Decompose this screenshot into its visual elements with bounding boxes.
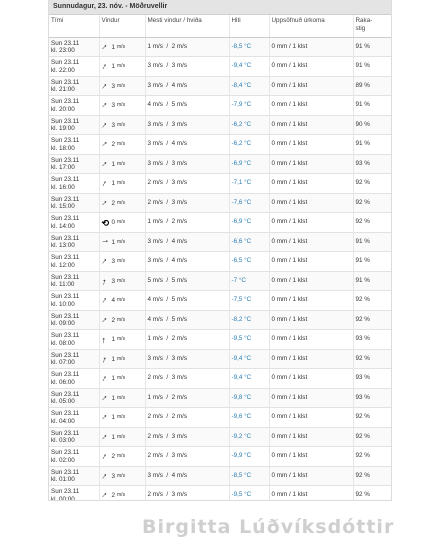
arrow-icon: ↑ <box>99 489 110 500</box>
arrow-icon: ↑ <box>99 470 110 481</box>
wind-cell: ↑ 1 m/s <box>99 408 145 428</box>
time-cell: Sun 23.11 kl. 19:00 <box>49 115 99 135</box>
temp-cell: -6,6 °C <box>229 232 269 252</box>
precip-cell: 0 mm / 1 klst <box>269 486 353 502</box>
arrow-icon: ↑ <box>100 353 108 365</box>
table-row <box>49 291 391 311</box>
time-cell: Sun 23.11 kl. 13:00 <box>49 232 99 252</box>
precip-cell: 0 mm / 1 klst <box>269 427 353 447</box>
temp-cell: -9,5 °C <box>229 330 269 350</box>
table-row <box>49 388 391 408</box>
temp-cell: -6,2 °C <box>229 135 269 155</box>
table-row <box>49 271 391 291</box>
arrow-icon: ↑ <box>100 275 107 287</box>
time-cell: Sun 23.11 kl. 14:00 <box>49 213 99 233</box>
precip-cell: 0 mm / 1 klst <box>269 213 353 233</box>
wind-cell: ↑ 1 m/s <box>99 232 145 252</box>
precip-cell: 0 mm / 1 klst <box>269 310 353 330</box>
arrow-icon: ↑ <box>99 80 110 91</box>
precip-cell: 0 mm / 1 klst <box>269 271 353 291</box>
precip-cell: 0 mm / 1 klst <box>269 349 353 369</box>
humidity-cell: 89 % <box>355 81 370 89</box>
table-row <box>49 193 391 213</box>
temp-cell: -8,4 °C <box>229 76 269 96</box>
wind-cell: ⟲ 0 m/s <box>99 213 145 233</box>
gust-cell: 4 m/s / 5 m/s <box>145 96 229 116</box>
arrow-icon: ↑ <box>99 158 110 169</box>
table-row <box>49 154 391 174</box>
precip-cell: 0 mm / 1 klst <box>269 408 353 428</box>
arrow-icon: ↑ <box>99 392 110 403</box>
precip-cell: 0 mm / 1 klst <box>269 447 353 467</box>
wind-cell: ↑ 2 m/s <box>99 447 145 467</box>
gust-cell: 1 m/s / 2 m/s <box>145 330 229 350</box>
gust-cell: 2 m/s / 3 m/s <box>145 486 229 502</box>
temp-cell: -8,5 °C <box>229 37 269 57</box>
temp-cell: -9,5 °C <box>229 486 269 502</box>
humidity-cell: 92 % <box>355 315 370 323</box>
wind-cell: ↑ 1 m/s <box>99 37 145 57</box>
humidity-cell: 92 % <box>355 296 370 303</box>
temp-cell: -7,9 °C <box>229 96 269 116</box>
humidity-cell: 91 % <box>355 62 370 69</box>
col-header-gust: Mesti vindur / hviða <box>145 15 229 37</box>
table-row <box>49 135 391 155</box>
precip-cell: 0 mm / 1 klst <box>269 76 353 96</box>
humidity-cell: 92 % <box>355 432 370 440</box>
humidity-cell: 91 % <box>355 101 370 108</box>
gust-cell: 2 m/s / 3 m/s <box>145 193 229 213</box>
time-cell: Sun 23.11 kl. 02:00 <box>49 447 99 467</box>
arrow-icon: ↑ <box>99 60 109 72</box>
time-cell: Sun 23.11 kl. 00:00 <box>49 486 99 502</box>
arrow-icon: ↑ <box>99 314 110 325</box>
time-cell: Sun 23.11 kl. 06:00 <box>49 369 99 389</box>
precip-cell: 0 mm / 1 klst <box>269 115 353 135</box>
temp-cell: -8,5 °C <box>229 466 269 486</box>
table-row <box>49 115 391 135</box>
humidity-cell: 92 % <box>355 179 370 186</box>
wind-cell: ↑ 3 m/s <box>99 271 145 291</box>
wind-cell: ↑ 2 m/s <box>99 486 145 502</box>
humidity-cell: 92 % <box>355 491 370 498</box>
precip-cell: 0 mm / 1 klst <box>269 252 353 272</box>
time-cell: Sun 23.11 kl. 10:00 <box>49 291 99 311</box>
arrow-icon: ↑ <box>99 450 109 462</box>
wind-cell: ↑ 1 m/s <box>99 174 145 194</box>
gust-cell: 5 m/s / 5 m/s <box>145 271 229 291</box>
gust-cell: 3 m/s / 3 m/s <box>145 115 229 135</box>
wind-cell: ↑ 3 m/s <box>99 76 145 96</box>
humidity-cell: 92 % <box>355 354 370 362</box>
wind-cell: ↑ 2 m/s <box>99 310 145 330</box>
gust-cell: 2 m/s / 3 m/s <box>145 447 229 467</box>
humidity-cell: 93 % <box>355 393 370 401</box>
arrow-icon: ↑ <box>99 177 109 189</box>
time-cell: Sun 23.11 kl. 03:00 <box>49 427 99 447</box>
table-row <box>49 349 391 369</box>
temp-cell: -9,4 °C <box>229 349 269 369</box>
humidity-cell: 91 % <box>355 257 370 264</box>
table-header-row <box>49 15 391 37</box>
table-row <box>49 369 391 389</box>
temp-cell: -9,4 °C <box>229 369 269 389</box>
arrow-icon: ↑ <box>99 41 110 52</box>
time-cell: Sun 23.11 kl. 09:00 <box>49 310 99 330</box>
time-cell: Sun 23.11 kl. 05:00 <box>49 388 99 408</box>
col-header-time: Tími <box>49 15 99 37</box>
gust-cell: 4 m/s / 5 m/s <box>145 310 229 330</box>
table-row <box>49 37 391 57</box>
time-cell: Sun 23.11 kl. 01:00 <box>49 466 99 486</box>
col-header-humidity: Raka- stig <box>353 15 391 37</box>
arrow-icon: ↑ <box>99 255 110 267</box>
wind-cell: ↑ 3 m/s <box>99 252 145 272</box>
temp-cell: -6,9 °C <box>229 213 269 233</box>
gust-cell: 3 m/s / 4 m/s <box>145 76 229 96</box>
temp-cell: -7,6 °C <box>229 193 269 213</box>
gust-cell: 3 m/s / 4 m/s <box>145 252 229 272</box>
temp-cell: -6,9 °C <box>229 154 269 174</box>
gust-cell: 3 m/s / 3 m/s <box>145 154 229 174</box>
wind-cell: ↑ 1 m/s <box>99 330 145 350</box>
temp-cell: -9,9 °C <box>229 447 269 467</box>
arrow-icon: ↑ <box>99 431 110 442</box>
table-row <box>49 232 391 252</box>
gust-cell: 3 m/s / 4 m/s <box>145 232 229 252</box>
temp-cell: -6,5 °C <box>229 252 269 272</box>
table-row <box>49 252 391 272</box>
arrow-icon: ↑ <box>101 335 106 345</box>
temp-cell: -7 °C <box>229 271 269 291</box>
time-cell: Sun 23.11 kl. 15:00 <box>49 193 99 213</box>
col-header-wind: Vindur <box>99 15 145 37</box>
humidity-cell: 92 % <box>355 218 370 225</box>
gust-cell: 4 m/s / 5 m/s <box>145 291 229 311</box>
arrow-icon: ↑ <box>99 294 109 306</box>
wind-cell: ↑ 3 m/s <box>99 466 145 486</box>
precip-cell: 0 mm / 1 klst <box>269 96 353 116</box>
precip-cell: 0 mm / 1 klst <box>269 388 353 408</box>
calm-icon: ⟲ <box>101 218 110 228</box>
table-row <box>49 466 391 486</box>
temp-cell: -9,8 °C <box>229 388 269 408</box>
wind-cell: ↑ 2 m/s <box>99 193 145 213</box>
time-cell: Sun 23.11 kl. 08:00 <box>49 330 99 350</box>
precip-cell: 0 mm / 1 klst <box>269 154 353 174</box>
humidity-cell: 92 % <box>355 413 370 420</box>
gust-cell: 1 m/s / 2 m/s <box>145 37 229 57</box>
gust-cell: 3 m/s / 3 m/s <box>145 349 229 369</box>
humidity-cell: 92 % <box>355 452 370 459</box>
wind-cell: ↑ 2 m/s <box>99 135 145 155</box>
time-cell: Sun 23.11 kl. 04:00 <box>49 408 99 428</box>
table-row <box>49 174 391 194</box>
wind-cell: ↑ 1 m/s <box>99 57 145 77</box>
arrow-icon: ↑ <box>99 411 110 422</box>
precip-cell: 0 mm / 1 klst <box>269 232 353 252</box>
page-title: Sunnudagur, 23. nóv. - Möðruvellir <box>49 0 391 15</box>
table-row <box>49 486 391 502</box>
gust-cell: 1 m/s / 2 m/s <box>145 388 229 408</box>
humidity-cell: 92 % <box>355 471 370 479</box>
time-cell: Sun 23.11 kl. 22:00 <box>49 57 99 77</box>
time-cell: Sun 23.11 kl. 20:00 <box>49 96 99 116</box>
wind-cell: ↑ 4 m/s <box>99 291 145 311</box>
col-header-precip: Uppsöfnuð úrkoma <box>269 15 353 37</box>
humidity-cell: 90 % <box>355 120 370 128</box>
gust-cell: 3 m/s / 4 m/s <box>145 466 229 486</box>
gust-cell: 3 m/s / 4 m/s <box>145 135 229 155</box>
time-cell: Sun 23.11 kl. 11:00 <box>49 271 99 291</box>
table-row <box>49 57 391 77</box>
watermark: Birgitta Lúðvíksdóttir <box>142 516 395 538</box>
temp-cell: -7,5 °C <box>229 291 269 311</box>
precip-cell: 0 mm / 1 klst <box>269 291 353 311</box>
table-row <box>49 330 391 350</box>
table-row <box>49 96 391 116</box>
wind-cell: ↑ 1 m/s <box>99 427 145 447</box>
table-row <box>49 447 391 467</box>
humidity-cell: 93 % <box>355 159 370 167</box>
time-cell: Sun 23.11 kl. 17:00 <box>49 154 99 174</box>
arrow-icon: ↑ <box>99 99 110 110</box>
time-cell: Sun 23.11 kl. 12:00 <box>49 252 99 272</box>
gust-cell: 2 m/s / 3 m/s <box>145 369 229 389</box>
precip-cell: 0 mm / 1 klst <box>269 369 353 389</box>
weather-table <box>49 15 391 501</box>
precip-cell: 0 mm / 1 klst <box>269 57 353 77</box>
wind-cell: ↑ 1 m/s <box>99 154 145 174</box>
gust-cell: 2 m/s / 3 m/s <box>145 174 229 194</box>
time-cell: Sun 23.11 kl. 07:00 <box>49 349 99 369</box>
table-row <box>49 76 391 96</box>
precip-cell: 0 mm / 1 klst <box>269 466 353 486</box>
temp-cell: -7,1 °C <box>229 174 269 194</box>
precip-cell: 0 mm / 1 klst <box>269 330 353 350</box>
humidity-cell: 91 % <box>355 237 370 245</box>
arrow-icon: ↑ <box>99 372 109 384</box>
temp-cell: -8,2 °C <box>229 310 269 330</box>
precip-cell: 0 mm / 1 klst <box>269 135 353 155</box>
temp-cell: -6,2 °C <box>229 115 269 135</box>
arrow-icon: ↑ <box>99 138 110 149</box>
humidity-cell: 92 % <box>355 198 370 206</box>
gust-cell: 2 m/s / 3 m/s <box>145 427 229 447</box>
wind-cell: ↑ 1 m/s <box>99 388 145 408</box>
gust-cell: 2 m/s / 2 m/s <box>145 408 229 428</box>
precip-cell: 0 mm / 1 klst <box>269 174 353 194</box>
arrow-icon: ↑ <box>99 119 110 130</box>
table-row <box>49 213 391 233</box>
wind-cell: ↑ 1 m/s <box>99 369 145 389</box>
col-header-temp: Hiti <box>229 15 269 37</box>
precip-cell: 0 mm / 1 klst <box>269 193 353 213</box>
wind-cell: ↑ 3 m/s <box>99 96 145 116</box>
weather-table-panel <box>48 0 392 501</box>
time-cell: Sun 23.11 kl. 16:00 <box>49 174 99 194</box>
temp-cell: -9,2 °C <box>229 427 269 447</box>
humidity-cell: 93 % <box>355 374 370 381</box>
precip-cell: 0 mm / 1 klst <box>269 37 353 57</box>
temp-cell: -9,4 °C <box>229 57 269 77</box>
gust-cell: 3 m/s / 3 m/s <box>145 57 229 77</box>
gust-cell: 1 m/s / 2 m/s <box>145 213 229 233</box>
wind-cell: ↑ 3 m/s <box>99 115 145 135</box>
time-cell: Sun 23.11 kl. 23:00 <box>49 37 99 57</box>
table-row <box>49 408 391 428</box>
humidity-cell: 91 % <box>355 140 370 147</box>
time-cell: Sun 23.11 kl. 21:00 <box>49 76 99 96</box>
table-row <box>49 427 391 447</box>
temp-cell: -9,6 °C <box>229 408 269 428</box>
wind-cell: ↑ 1 m/s <box>99 349 145 369</box>
time-cell: Sun 23.11 kl. 18:00 <box>49 135 99 155</box>
arrow-icon: ↑ <box>99 237 111 244</box>
table-row <box>49 310 391 330</box>
humidity-cell: 93 % <box>355 335 370 342</box>
humidity-cell: 91 % <box>355 42 370 50</box>
humidity-cell: 91 % <box>355 276 370 284</box>
arrow-icon: ↑ <box>99 197 110 208</box>
